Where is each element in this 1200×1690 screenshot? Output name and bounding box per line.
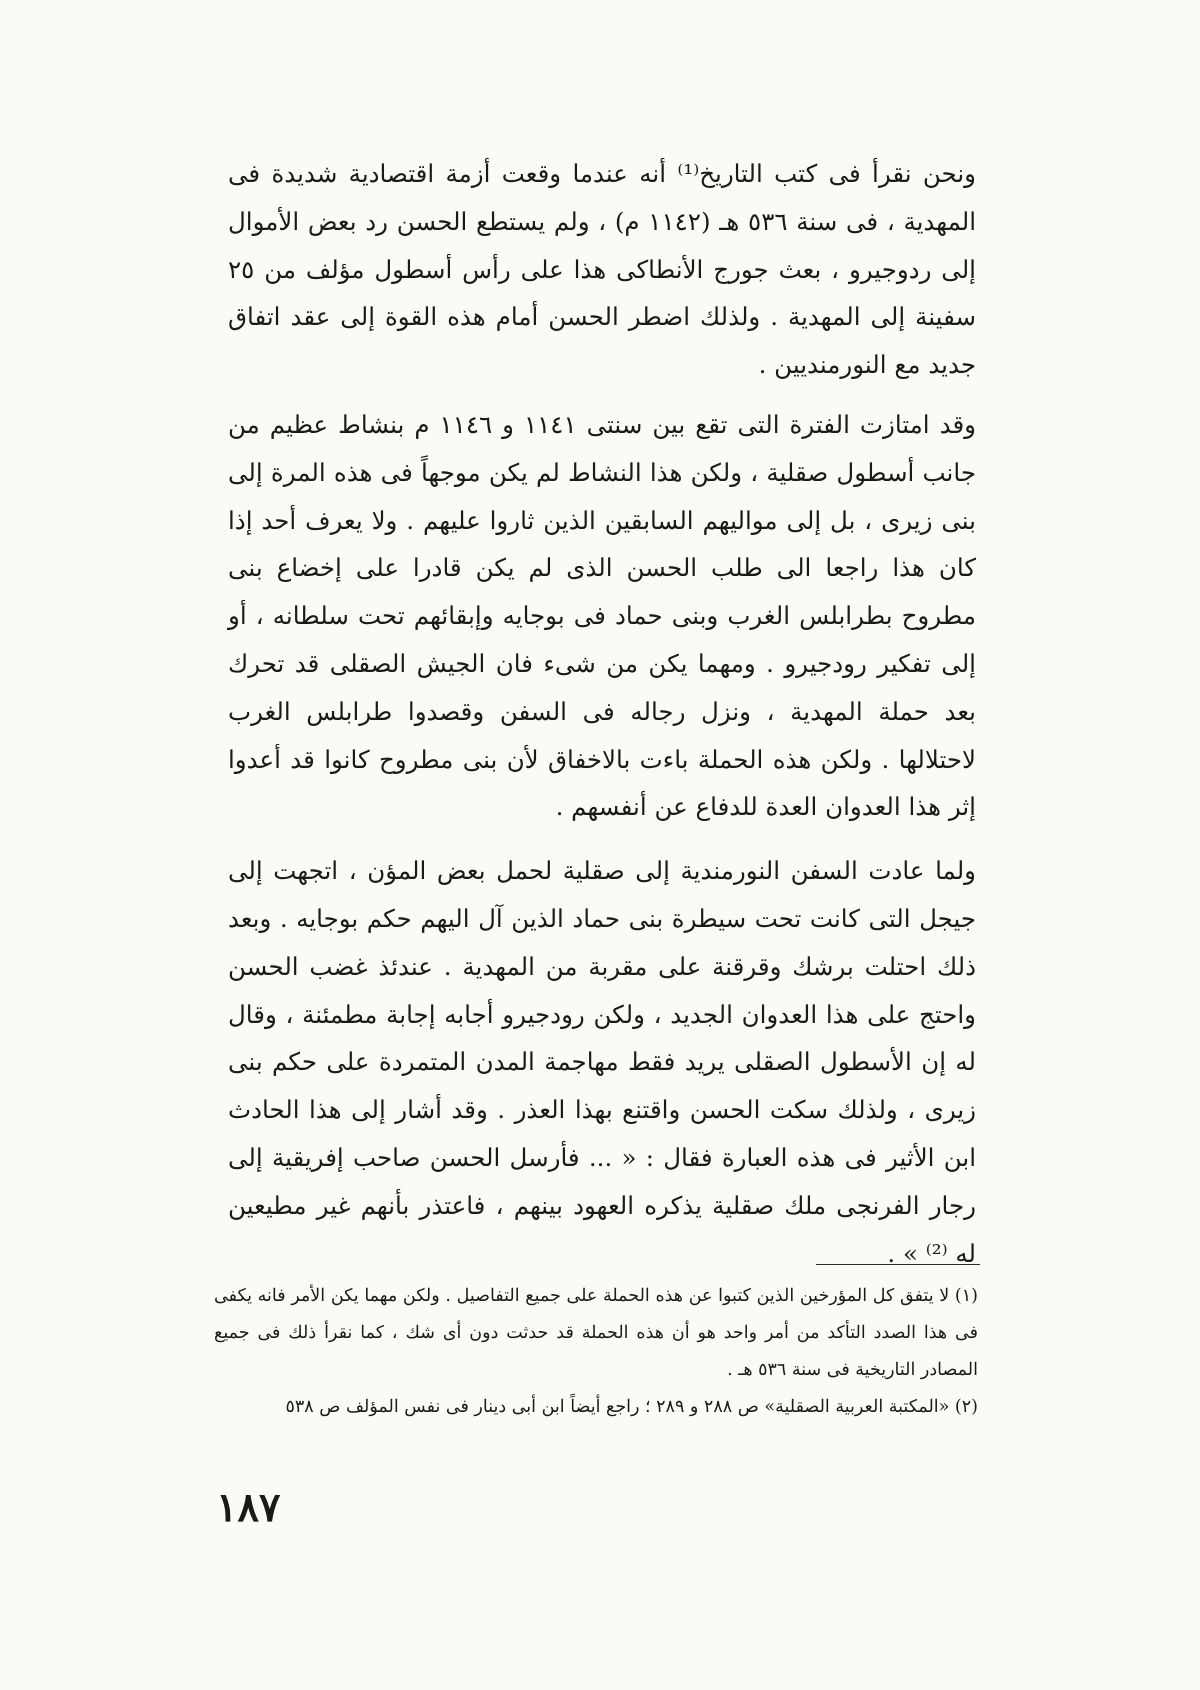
footnote-divider — [816, 1264, 980, 1265]
footnote-1: (١) لا يتفق كل المؤرخين الذين كتبوا عن هذه الحملة على جميع التفاصيل . ولكن مهما يكن الأمر فانه يكفى فى هذا الصدد التأكد من أمر واحد هو أن هذه الحملة قد حدثت دون أى شك ، كما نقرأ ذلك فى جميع المصادر التاريخية فى سنة ٥٣٦ هـ . — [214, 1286, 978, 1380]
footnote-2: (٢) «المكتبة العربية الصقلية» ص ٢٨٨ و ٢٨٩ ؛ راجع أيضاً ابن أبى دينار فى نفس المؤلف ص ٥٣٨ — [285, 1397, 978, 1417]
page-number: ١٨٧ — [216, 1484, 281, 1531]
footnotes — [214, 1278, 978, 1426]
paragraph-1: ونحن نقرأ فى كتب التاريخ⁽¹⁾ أنه عندما وقعت أزمة اقتصادية شديدة فى المهدية ، فى سنة ٥٣٦ هـ (١١٤٢ م) ، ولم يستطع الحسن رد بعض الأموال إلى ردوجيرو ، بعث جورج الأنطاكى هذا على رأس أسطول مؤلف من ٢٥ سفينة إلى المهدية . ولذلك اضطر الحسن أمام هذه القوة إلى عقد اتفاق جديد مع النورمنديين . — [228, 159, 977, 380]
paragraph-2: وقد امتازت الفترة التى تقع بين سنتى ١١٤١ و ١١٤٦ م بنشاط عظيم من جانب أسطول صقلية ، ولكن هذا النشاط لم يكن موجهاً فى هذه المرة إلى بنى زيرى ، بل إلى مواليهم السابقين الذين ثاروا عليهم . ولا يعرف أحد إذا كان هذا راجعا الى طلب الحسن الذى لم يكن قادرا على إخضاع بنى مطروح بطرابلس الغرب وبنى حماد فى بوجايه وإبقائهم تحت سلطانه ، أو إلى تفكير رودجيرو . ومهما يكن من شىء فان الجيش الصقلى قد تحرك بعد حملة المهدية ، ونزل رجاله فى السفن وقصدوا طرابلس الغرب لاحتلالها . ولكن هذه الحملة باءت بالاخفاق لأن بنى مطروح كانوا قد أعدوا إثر هذا العدوان العدة للدفاع عن أنفسهم . — [228, 409, 976, 822]
body-text — [228, 150, 976, 1277]
paragraph-3: ولما عادت السفن النورمندية إلى صقلية لحمل بعض المؤن ، اتجهت إلى جيجل التى كانت تحت سيطرة بنى حماد الذين آل اليهم حكم بوجايه . وبعد ذلك احتلت برشك وقرقنة على مقربة من المهدية . عندئذ غضب الحسن واحتج على هذا العدوان الجديد ، ولكن رودجيرو أجابه إجابة مطمئنة ، وقال له إن الأسطول الصقلى يريد فقط مهاجمة المدن المتمردة على حكم بنى زيرى ، ولذلك سكت الحسن واقتنع بهذا العذر . وقد أشار إلى هذا الحادث ابن الأثير فى هذه العبارة فقال : « ... فأرسل الحسن صاحب إفريقية إلى رجار الفرنجى ملك صقلية يذكره العهود بينهم ، فاعتذر بأنهم غير مطيعين له ⁽²⁾ » . — [228, 856, 976, 1268]
